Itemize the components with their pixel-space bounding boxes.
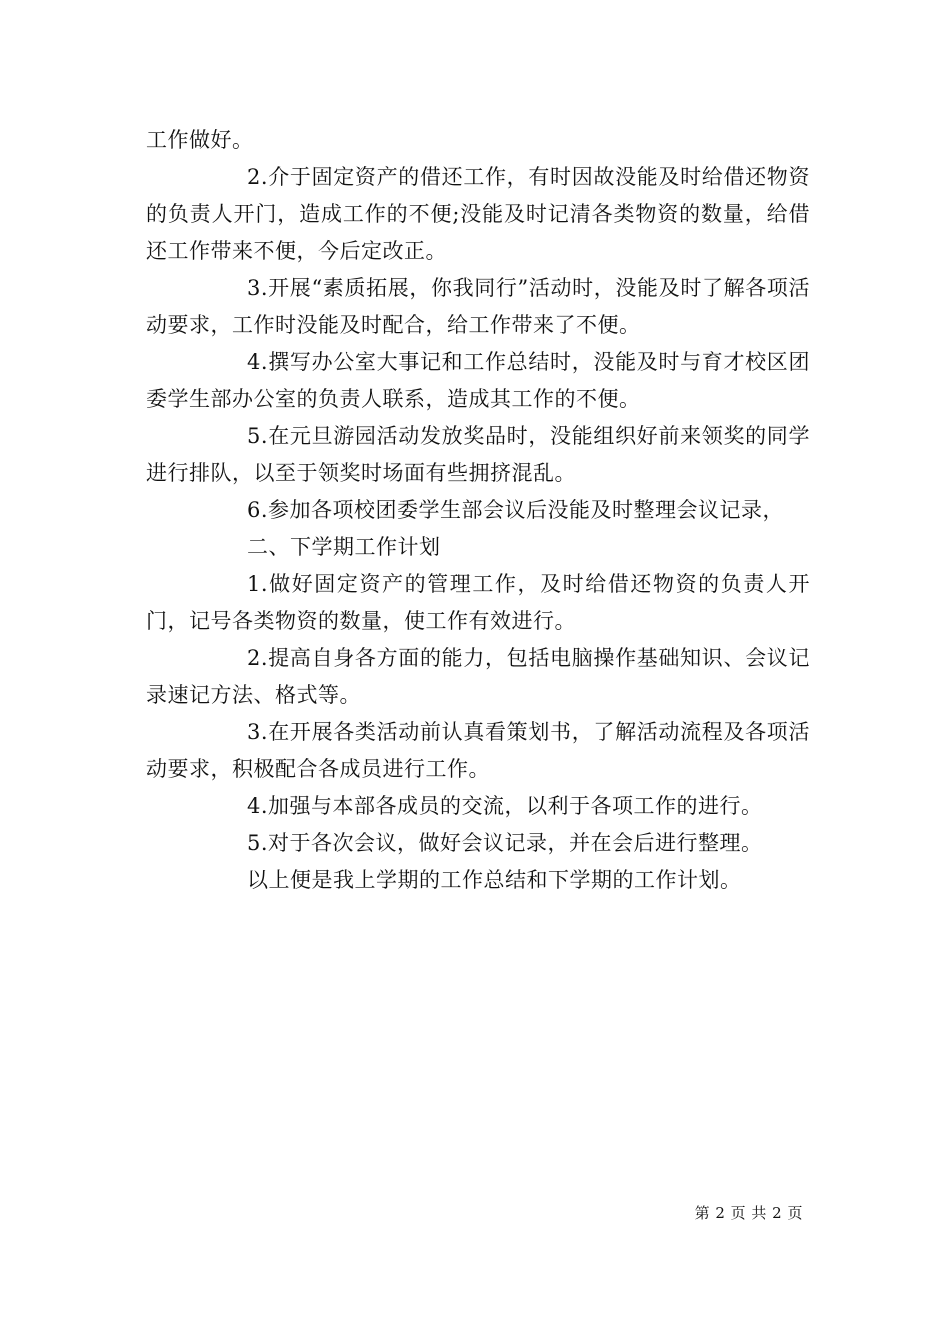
paragraph-summary-item-3: 3.开展“素质拓展，你我同行”活动时，没能及时了解各项活动要求，工作时没能及时配合，给工作带来了不便。 xyxy=(146,276,810,337)
paragraph-plan-item-3: 3.在开展各类活动前认真看策划书，了解活动流程及各项活动要求，积极配合各成员进行工作。 xyxy=(146,720,810,781)
paragraph-summary-item-5: 5.在元旦游园活动发放奖品时，没能组织好前来领奖的同学进行排队，以至于领奖时场面有些拥挤混乱。 xyxy=(146,424,810,485)
paragraph-plan-item-2: 2.提高自身各方面的能力，包括电脑操作基础知识、会议记录速记方法、格式等。 xyxy=(146,646,810,707)
section-heading-next-term-plan: 二、下学期工作计划 xyxy=(247,535,441,559)
paragraph-summary-item-4: 4.撰写办公室大事记和工作总结时，没能及时与育才校区团委学生部办公室的负责人联系，造成其工作的不便。 xyxy=(146,350,810,411)
document-body xyxy=(146,122,810,899)
paragraph-closing: 以上便是我上学期的工作总结和下学期的工作计划。 xyxy=(247,868,742,892)
paragraph-plan-item-1: 1.做好固定资产的管理工作，及时给借还物资的负责人开门，记号各类物资的数量，使工作有效进行。 xyxy=(146,572,810,633)
paragraph-plan-item-4: 4.加强与本部各成员的交流，以利于各项工作的进行。 xyxy=(247,794,763,818)
paragraph-summary-item-2: 2.介于固定资产的借还工作，有时因故没能及时给借还物资的负责人开门，造成工作的不便;没能及时记清各类物资的数量，给借还工作带来不便，今后定改正。 xyxy=(146,165,810,263)
paragraph-summary-item-6: 6.参加各项校团委学生部会议后没能及时整理会议记录， xyxy=(247,498,785,522)
paragraph-plan-item-5: 5.对于各次会议，做好会议记录，并在会后进行整理。 xyxy=(247,831,763,855)
page-number-footer: 第 2 页 共 2 页 xyxy=(694,1204,803,1222)
paragraph-continuation: 工作做好。 xyxy=(146,128,254,152)
